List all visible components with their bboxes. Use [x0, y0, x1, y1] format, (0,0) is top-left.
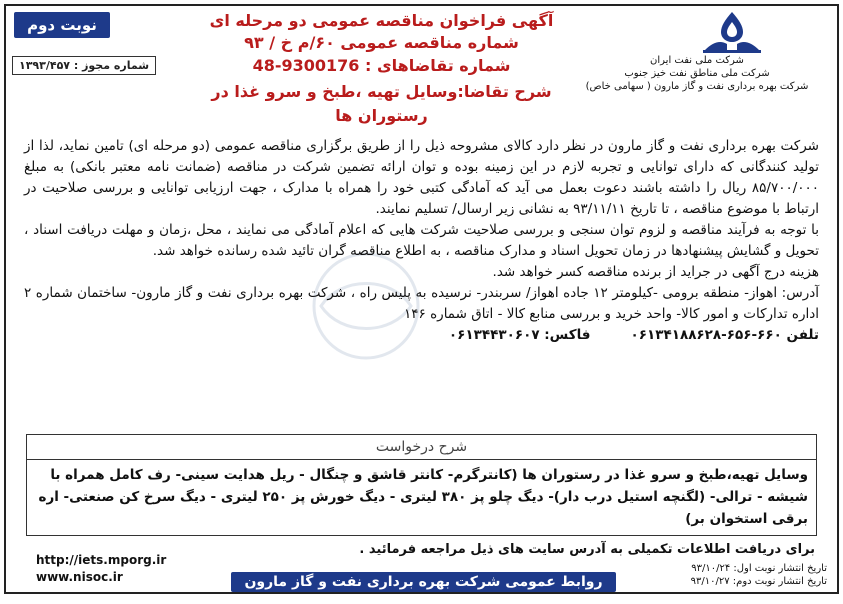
second-publication-date: تاریخ انتشار نوبت دوم: ۹۳/۱۰/۲۷ [690, 576, 827, 587]
website-link-2[interactable]: www.nisoc.ir [36, 570, 123, 584]
tender-number: شماره مناقصه عمومی ۶۰/م خ / ۹۳ [244, 33, 519, 52]
publication-dates [691, 562, 827, 588]
request-description: شرح تقاضا:وسایل تهیه ،طبخ و سرو غذا در رستوران ها [211, 82, 552, 125]
permit-number: شماره مجوز : ۱۳۹۳/۴۵۷ [12, 56, 156, 75]
org-name-1: شرکت ملی نفت ایران [650, 55, 744, 66]
second-round-badge: نوبت دوم [14, 12, 110, 38]
notice-body [24, 136, 819, 346]
website-link-1[interactable]: http://iets.mporg.ir [36, 553, 167, 567]
contact-line [24, 325, 819, 346]
nioc-logo-icon [697, 10, 767, 54]
tender-notice [4, 4, 839, 594]
public-relations-bar: روابط عمومی شرکت بهره برداری نفت و گاز مارون [231, 572, 616, 592]
body-paragraph-3: هزینه درج آگهی در جراید از برنده مناقصه کسر خواهد شد. [492, 264, 819, 280]
org-name-3: شرکت بهره برداری نفت و گاز مارون ( سهامی خاص) [585, 81, 809, 92]
fax: فاکس: ۰۶۱۳۴۴۳۰۶۰۷ [448, 327, 591, 343]
more-info-note: برای دریافت اطلاعات تکمیلی به آدرس سایت های ذیل مراجعه فرمائید . [359, 542, 815, 557]
notice-titles [206, 10, 557, 128]
company-logo-block [567, 10, 827, 93]
request-numbers: شماره تقاضاهای : 9300176-48 [252, 56, 511, 75]
request-box-header: شرح درخواست [27, 435, 816, 460]
request-box [26, 434, 817, 536]
notice-header [6, 6, 837, 134]
org-name-2: شرکت ملی مناطق نفت خیز جنوب [624, 68, 770, 79]
phone: تلفن ۶۶۰-۶۵۶-۰۶۱۳۴۱۸۸۶۲۸ [630, 327, 819, 343]
body-paragraph-1: شرکت بهره برداری نفت و گاز مارون در نظر دارد کالای مشروحه ذیل را از طریق برگزاری مناقصه عمومی (دو مرحله ای) تامین نماید، لذا از تولید کنندگانی که دارای توانایی و تجربه لازم در این زمینه بوده و توان ارائه تضمین شرکت در مناقصه (ضمانت نامه معتبر بانکی) به مبلغ ۸۵/۷۰۰/۰۰۰ ریال را داشته باشند دعوت بعمل می آید که آمادگی کتبی خود را همراه با مدارک ، جهت ارزیابی توانایی و بررسی صلاحیت در ارتباط با موضوع مناقصه ، تا تاریخ ۹۳/۱۱/۱۱ به نشانی زیر ارسال/ تسلیم نمایند. [24, 138, 819, 217]
first-publication-date: تاریخ انتشار نوبت اول: ۹۳/۱۰/۲۴ [691, 563, 827, 574]
body-paragraph-2: با توجه به فرآیند مناقصه و لزوم توان سنجی و بررسی صلاحیت شرکت هایی که اعلام آمادگی می نمایند ، محل ،زمان و مهلت دریافت اسناد ، تحویل و گشایش پیشنهادها در زمان تحویل اسناد و مدارک مناقصه ، به اطلاع مناقصه گران تائید شده رسانده خواهد شد. [24, 222, 819, 259]
request-box-text: وسایل تهیه،طبخ و سرو غذا در رستوران ها (کانترگرم- کانتر قاشق و چنگال - ریل هدایت سینی- رف کامل همراه با شیشه - ترالی- (لگنچه استیل درب دار)- دیگ چلو پز ۳۸۰ لیتری - دیگ خورش پز ۲۵۰ لیتری - دیگ سرخ کن صنعتی- اره برقی استخوان بر) [38, 467, 808, 527]
notice-title: آگهی فراخوان مناقصه عمومی دو مرحله ای [209, 11, 554, 30]
website-links [36, 552, 166, 586]
address: آدرس: اهواز- منطقه برومی -کیلومتر ۱۲ جاده اهواز/ سربندر- نرسیده به پلیس راه ، شرکت بهره برداری نفت و گاز مارون- ساختمان شماره ۲ اداره تدارکات و امور کالا- واحد خرید و بررسی منابع کالا - اتاق شماره ۱۴۶ [24, 285, 819, 322]
